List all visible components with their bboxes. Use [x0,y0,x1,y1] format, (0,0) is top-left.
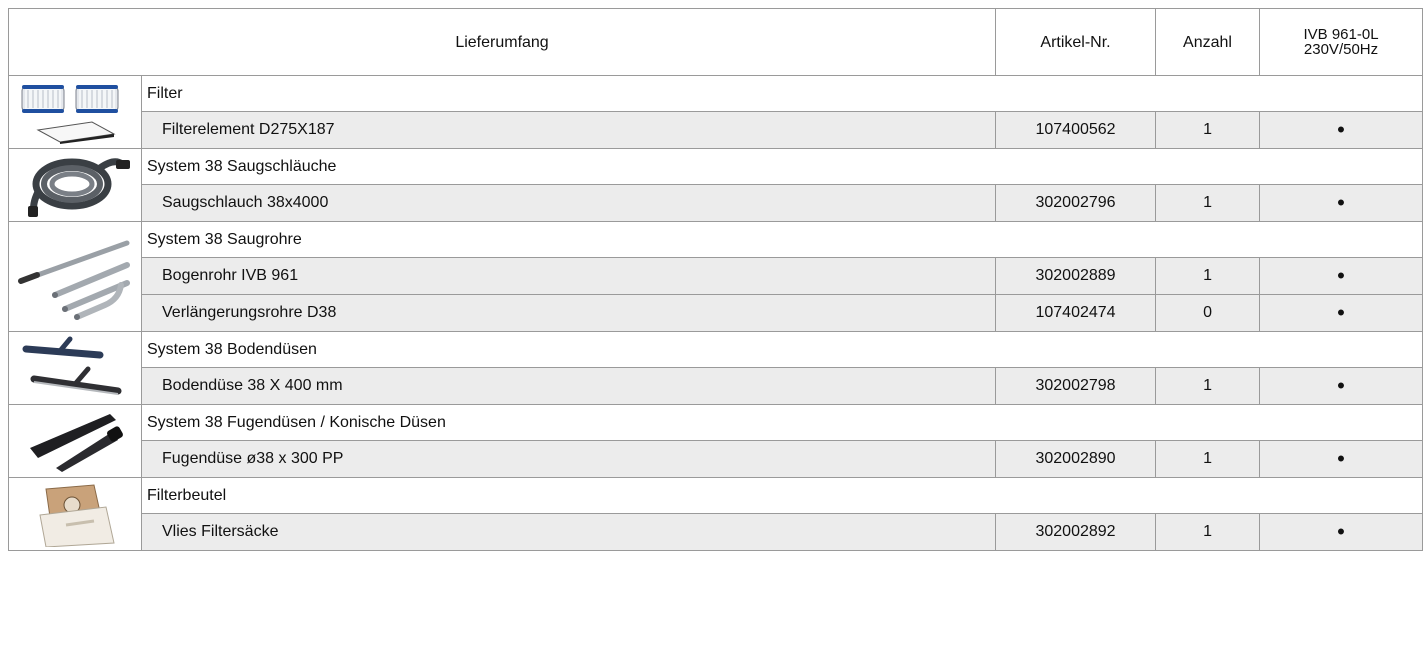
group-row [9,149,1423,185]
item-article-number: 302002796 [996,185,1156,222]
header-row [9,9,1423,76]
item-included-bullet: • [1260,185,1423,222]
item-included-bullet: • [1260,441,1423,478]
floor-nozzle-icon [16,335,134,401]
item-article-number: 302002890 [996,441,1156,478]
header-model-name: IVB 961-0L [1303,26,1379,43]
product-image-cell [9,405,142,478]
item-included-bullet: • [1260,258,1423,295]
item-article-number: 302002798 [996,368,1156,405]
item-name: Bogenrohr IVB 961 [142,258,996,295]
group-row [9,76,1423,112]
item-included-bullet: • [1260,295,1423,332]
product-image-cell [9,478,142,551]
item-name: Saugschlauch 38x4000 [142,185,996,222]
group-row [9,222,1423,258]
header-quantity: Anzahl [1156,9,1260,76]
product-image-cell [9,222,142,332]
header-article-number: Artikel-Nr. [996,9,1156,76]
product-image-cell [9,149,142,222]
cartridge-filter-icon [16,80,134,144]
filter-bag-icon [16,481,134,547]
item-row [9,258,1423,295]
header-scope: Lieferumfang [9,9,996,76]
group-title: Filterbeutel [142,478,1423,514]
item-row [9,514,1423,551]
item-name: Vlies Filtersäcke [142,514,996,551]
item-row [9,295,1423,332]
group-row [9,405,1423,441]
item-article-number: 107402474 [996,295,1156,332]
item-quantity: 0 [1156,295,1260,332]
group-title: Filter [142,76,1423,112]
item-name: Bodendüse 38 X 400 mm [142,368,996,405]
item-article-number: 302002889 [996,258,1156,295]
group-row [9,332,1423,368]
suction-hose-icon [16,152,134,218]
item-article-number: 302002892 [996,514,1156,551]
item-article-number: 107400562 [996,112,1156,149]
item-quantity: 1 [1156,368,1260,405]
item-quantity: 1 [1156,112,1260,149]
item-quantity: 1 [1156,514,1260,551]
item-included-bullet: • [1260,112,1423,149]
group-title: System 38 Saugrohre [142,222,1423,258]
item-row [9,112,1423,149]
product-image-cell [9,76,142,149]
item-name: Fugendüse ø38 x 300 PP [142,441,996,478]
item-name: Filterelement D275X187 [142,112,996,149]
crevice-nozzle-icon [16,408,134,474]
group-title: System 38 Fugendüsen / Konische Düsen [142,405,1423,441]
item-quantity: 1 [1156,441,1260,478]
item-quantity: 1 [1156,258,1260,295]
item-included-bullet: • [1260,368,1423,405]
item-row [9,441,1423,478]
product-image-cell [9,332,142,405]
item-included-bullet: • [1260,514,1423,551]
item-row [9,368,1423,405]
group-title: System 38 Bodendüsen [142,332,1423,368]
item-row [9,185,1423,222]
scope-of-delivery-table [8,8,1423,551]
item-name: Verlängerungsrohre D38 [142,295,996,332]
header-model-voltage: 230V/50Hz [1303,41,1379,58]
header-model [1260,9,1423,76]
item-quantity: 1 [1156,185,1260,222]
suction-tubes-icon [15,229,135,325]
group-title: System 38 Saugschläuche [142,149,1423,185]
group-row [9,478,1423,514]
